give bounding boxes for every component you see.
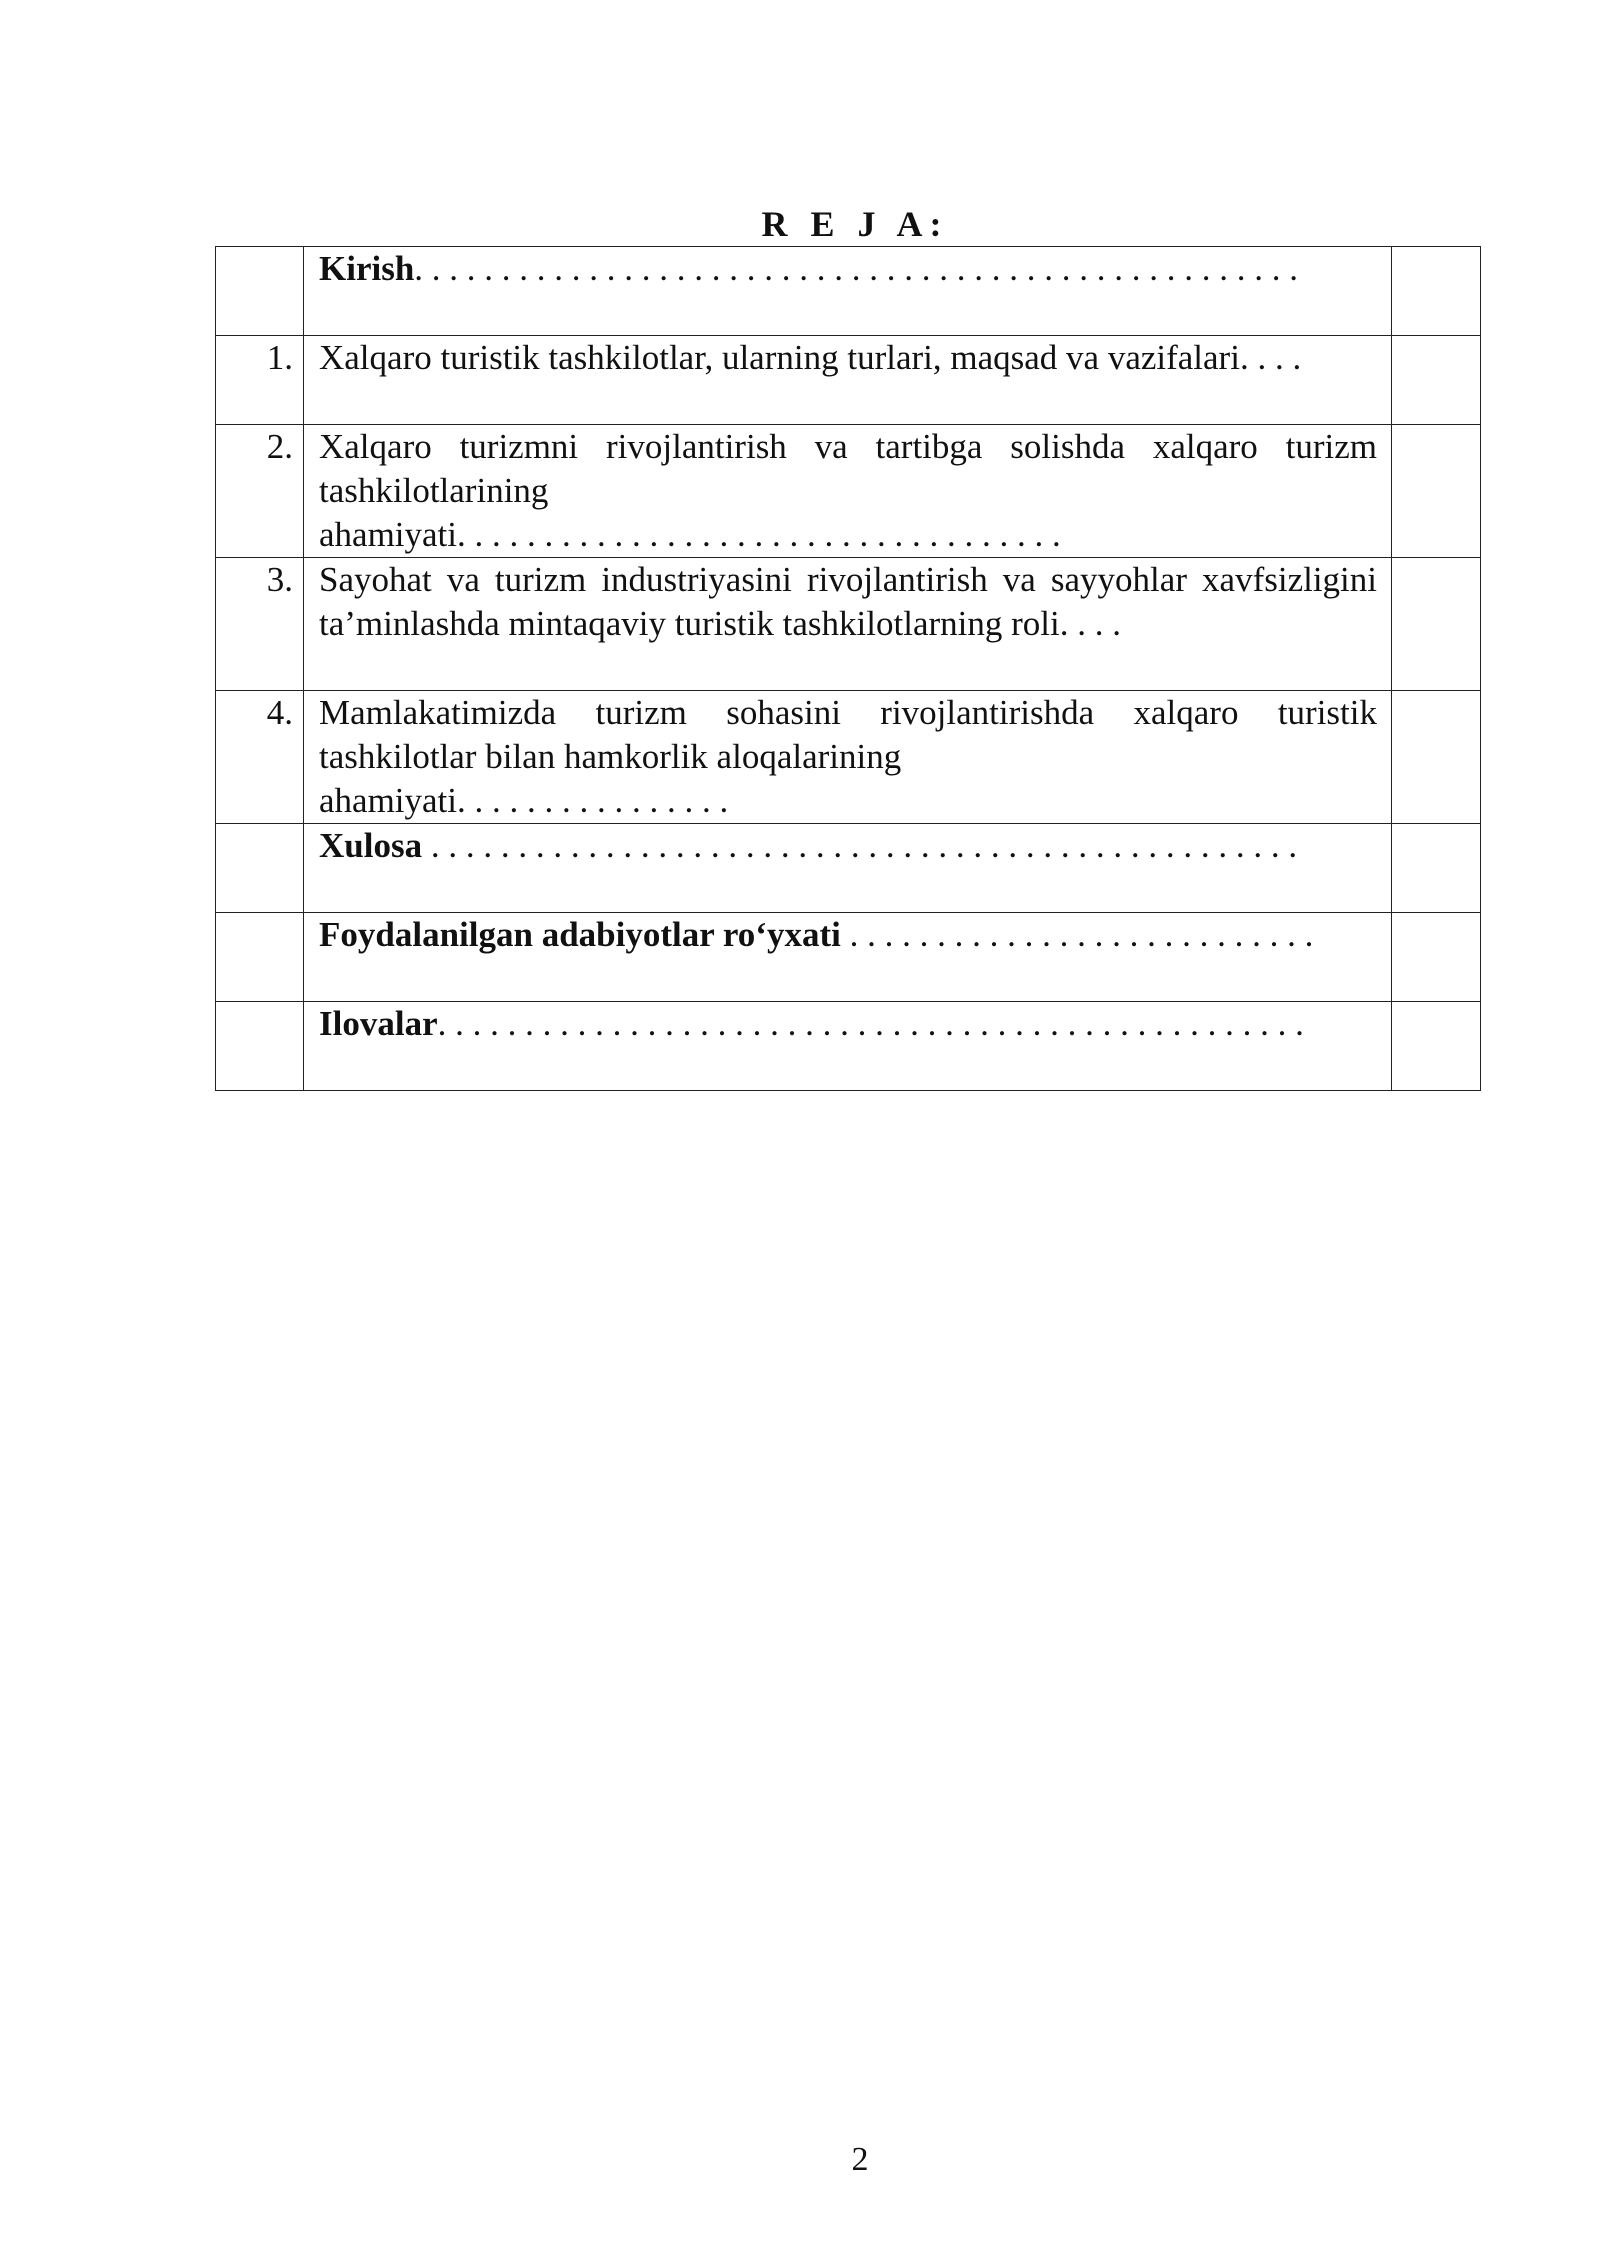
section-heading: Kirish [319, 249, 415, 288]
row-title: Sayohat va turizm industriyasini rivojlantirish va sayyohlar xavfsizligini ta’minlashda mintaqaviy turistik tashkilotlarning roli. . . . [304, 558, 1392, 691]
plan-row-3 [216, 558, 1481, 691]
plan-row-2 [216, 425, 1481, 558]
page-cell [1392, 824, 1481, 913]
row-title [304, 247, 1392, 336]
row-title [304, 913, 1392, 1002]
row-title-lines: Mamlakatimizda turizm sohasini rivojlantirishda xalqaro turistik tashkilotlar bilan hamkorlik aloqalarining [319, 693, 1377, 776]
row-title: Xalqaro turistik tashkilotlar, ularning turlari, maqsad va vazifalari. . . . [304, 336, 1392, 425]
row-number [216, 247, 304, 336]
row-title [304, 425, 1392, 558]
dot-leader: . . . . . . . . . . . . . . . . . . . . . . . . . . . . . . . . . . . . . . . . . . . . . . . . . . [437, 1004, 1304, 1043]
section-heading: Ilovalar [319, 1004, 438, 1043]
plan-row-1 [216, 336, 1481, 425]
page-cell [1392, 425, 1481, 558]
page-cell [1392, 1002, 1481, 1091]
page-number: 2 [851, 2141, 869, 2178]
row-title [304, 691, 1392, 824]
dot-leader: . . . . . . . . . . . . . . . . . . . . . . . . . . . . . . . . . . . . . . . . . . . . . . . . . . . [414, 249, 1299, 288]
dot-leader: . . . . . . . . . . . . . . . . . . . . . . . . . . . . . . . . . . . . . . . . . . . . . . . . . . [422, 826, 1298, 865]
section-heading: Xulosa [319, 826, 423, 865]
row-title-last-line: ahamiyati. . . . . . . . . . . . . . . . [319, 781, 729, 820]
plan-row-xulosa [216, 824, 1481, 913]
row-number [216, 1002, 304, 1091]
row-title-lines: Xalqaro turizmni rivojlantirish va tartibga solishda xalqaro turizm tashkilotlarining [319, 427, 1377, 510]
row-number: 2. [216, 425, 304, 558]
row-number: 3. [216, 558, 304, 691]
page-cell [1392, 336, 1481, 425]
page-cell [1392, 913, 1481, 1002]
row-number: 1. [216, 336, 304, 425]
plan-row-kirish [216, 247, 1481, 336]
dot-leader: . . . . . . . . . . . . . . . . . . . . . . . . . . . [840, 915, 1314, 954]
section-heading: Foydalanilgan adabiyotlar ro‘yxati [319, 915, 841, 954]
row-title [304, 824, 1392, 913]
page-cell [1392, 247, 1481, 336]
row-title [304, 1002, 1392, 1091]
page-cell [1392, 558, 1481, 691]
page-cell [1392, 691, 1481, 824]
page-title: R E J A: [761, 204, 949, 244]
plan-row-ilovalar [216, 1002, 1481, 1091]
row-number [216, 913, 304, 1002]
plan-table [215, 246, 1481, 1091]
plan-row-adabiyotlar [216, 913, 1481, 1002]
row-title-last-line: ahamiyati. . . . . . . . . . . . . . . . . . . . . . . . . . . . . . . . . . . [319, 515, 1061, 554]
row-number [216, 824, 304, 913]
plan-row-4 [216, 691, 1481, 824]
row-number: 4. [216, 691, 304, 824]
